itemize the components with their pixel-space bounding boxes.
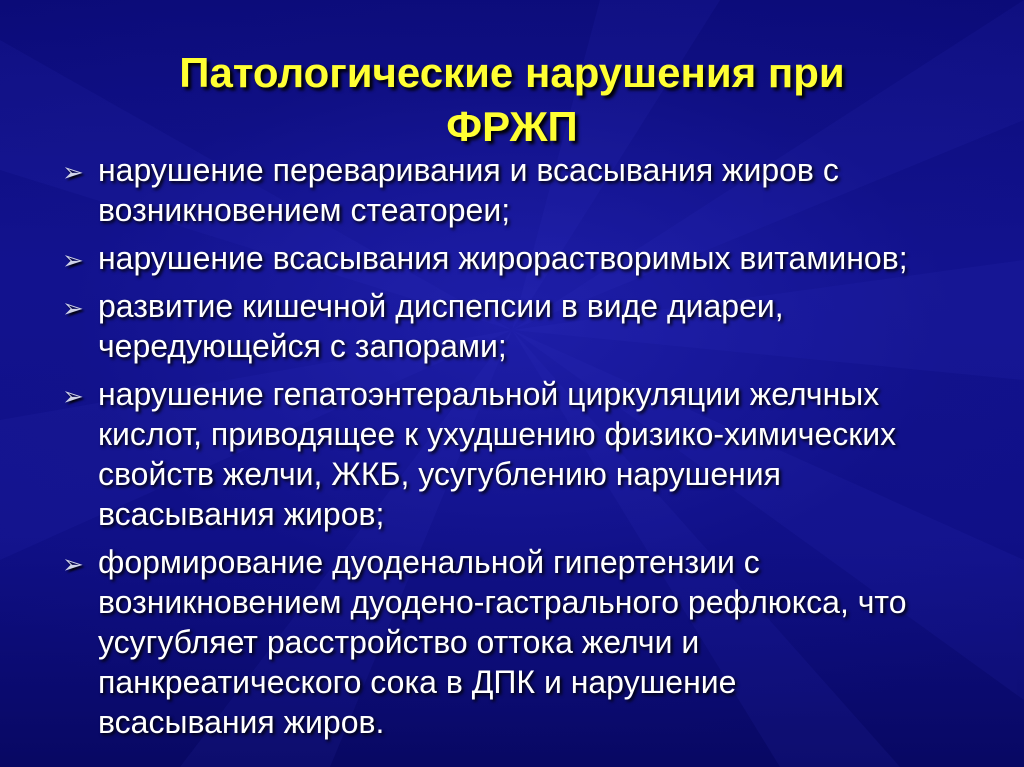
bullet-list — [62, 150, 982, 750]
bullet-text-line: всасывания жиров; — [98, 496, 385, 532]
arrow-bullet-icon: ➢ — [62, 157, 84, 187]
bullet-text-line: нарушение гепатоэнтеральной циркуляции желчных — [98, 376, 880, 412]
arrow-bullet-icon: ➢ — [62, 549, 84, 579]
bullet-text-line: формирование дуоденальной гипертензии с — [98, 544, 760, 580]
bullet-item — [62, 286, 982, 366]
bullet-text-line: возникновением дуодено-гастрального рефлюкса, что — [98, 584, 907, 620]
bullet-text-line: усугубляет расстройство оттока желчи и — [98, 624, 700, 660]
arrow-bullet-icon: ➢ — [62, 293, 84, 323]
bullet-text-line: свойств желчи, ЖКБ, усугублению нарушения — [98, 456, 781, 492]
bullet-item — [62, 238, 982, 278]
bullet-text-line: кислот, приводящее к ухудшению физико-химических — [98, 416, 897, 452]
slide-title-line: ФРЖП — [446, 103, 578, 150]
bullet-text-line: развитие кишечной диспепсии в виде диареи, — [98, 288, 784, 324]
bullet-item — [62, 150, 982, 230]
bullet-text-line: чередующейся с запорами; — [98, 328, 507, 364]
bullet-text-line: нарушение всасывания жирорастворимых витаминов; — [98, 240, 908, 276]
slide-title-line: Патологические нарушения при — [179, 49, 845, 96]
bullet-text-line: панкреатического сока в ДПК и нарушение — [98, 664, 737, 700]
bullet-item — [62, 374, 982, 534]
slide-title — [0, 46, 1024, 154]
arrow-bullet-icon: ➢ — [62, 245, 84, 275]
bullet-text-line: возникновением стеатореи; — [98, 192, 511, 228]
arrow-bullet-icon: ➢ — [62, 381, 84, 411]
bullet-item — [62, 542, 982, 742]
bullet-text-line: всасывания жиров. — [98, 704, 385, 740]
bullet-text-line: нарушение переваривания и всасывания жиров с — [98, 152, 839, 188]
